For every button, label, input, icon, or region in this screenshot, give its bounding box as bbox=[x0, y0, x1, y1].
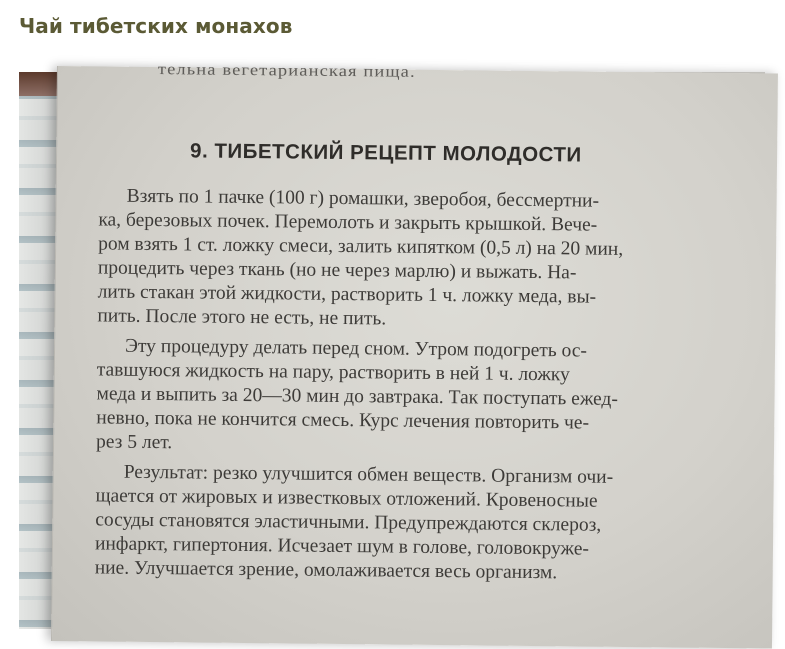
post-title: Чай тибетских монахов bbox=[19, 14, 293, 38]
recipe-line: сосуды становятся эластичными. Предупреждаются склероз, bbox=[95, 509, 602, 536]
previous-recipe-last-line: тельна вегетарианская пища. bbox=[157, 61, 416, 81]
recipe-line: ние. Улучшается зрение, омолаживается весь организм. bbox=[94, 557, 558, 584]
recipe-line: меда и выпить за 20—30 мин до завтрака. Так поступать ежед- bbox=[96, 383, 619, 410]
recipe-line: невно, пока не кончится смесь. Курс лечения повторить че- bbox=[96, 407, 590, 434]
recipe-line: пить. После этого не есть, не пить. bbox=[97, 305, 387, 330]
book-page-photo bbox=[19, 61, 765, 629]
recipe-heading: 9. ТИБЕТСКИЙ РЕЦЕПТ МОЛОДОСТИ bbox=[189, 139, 582, 167]
recipe-line: Взять по 1 пачке (100 г) ромашки, зверобоя, бессмертни- bbox=[126, 185, 600, 212]
recipe-line: Результат: резко улучшится обмен веществ. Организм очи- bbox=[123, 461, 614, 488]
recipe-line: инфаркт, гипертония. Исчезает шум в голове, головокруже- bbox=[94, 533, 590, 560]
recipe-line: Эту процедуру делать перед сном. Утром подогреть ос- bbox=[124, 335, 588, 362]
page-text bbox=[94, 61, 728, 584]
book-page bbox=[51, 61, 778, 649]
recipe-line: ром взять 1 ст. ложку смеси, залить кипятком (0,5 л) на 20 мин, bbox=[98, 233, 624, 260]
recipe-line: лить стакан этой жидкости, растворить 1 ч. ложку меда, вы- bbox=[97, 281, 597, 308]
recipe-line: тавшуюся жидкость на пару, растворить в ней 1 ч. ложку bbox=[96, 359, 570, 386]
recipe-line: процедить через ткань (но не через марлю) и выжать. На- bbox=[97, 257, 577, 284]
recipe-line: ка, березовых почек. Перемолоть и закрыть крышкой. Вече- bbox=[98, 209, 598, 236]
recipe-line: рез 5 лет. bbox=[95, 431, 173, 454]
recipe-line: щается от жировых и известковых отложений. Кровеносные bbox=[95, 485, 598, 512]
